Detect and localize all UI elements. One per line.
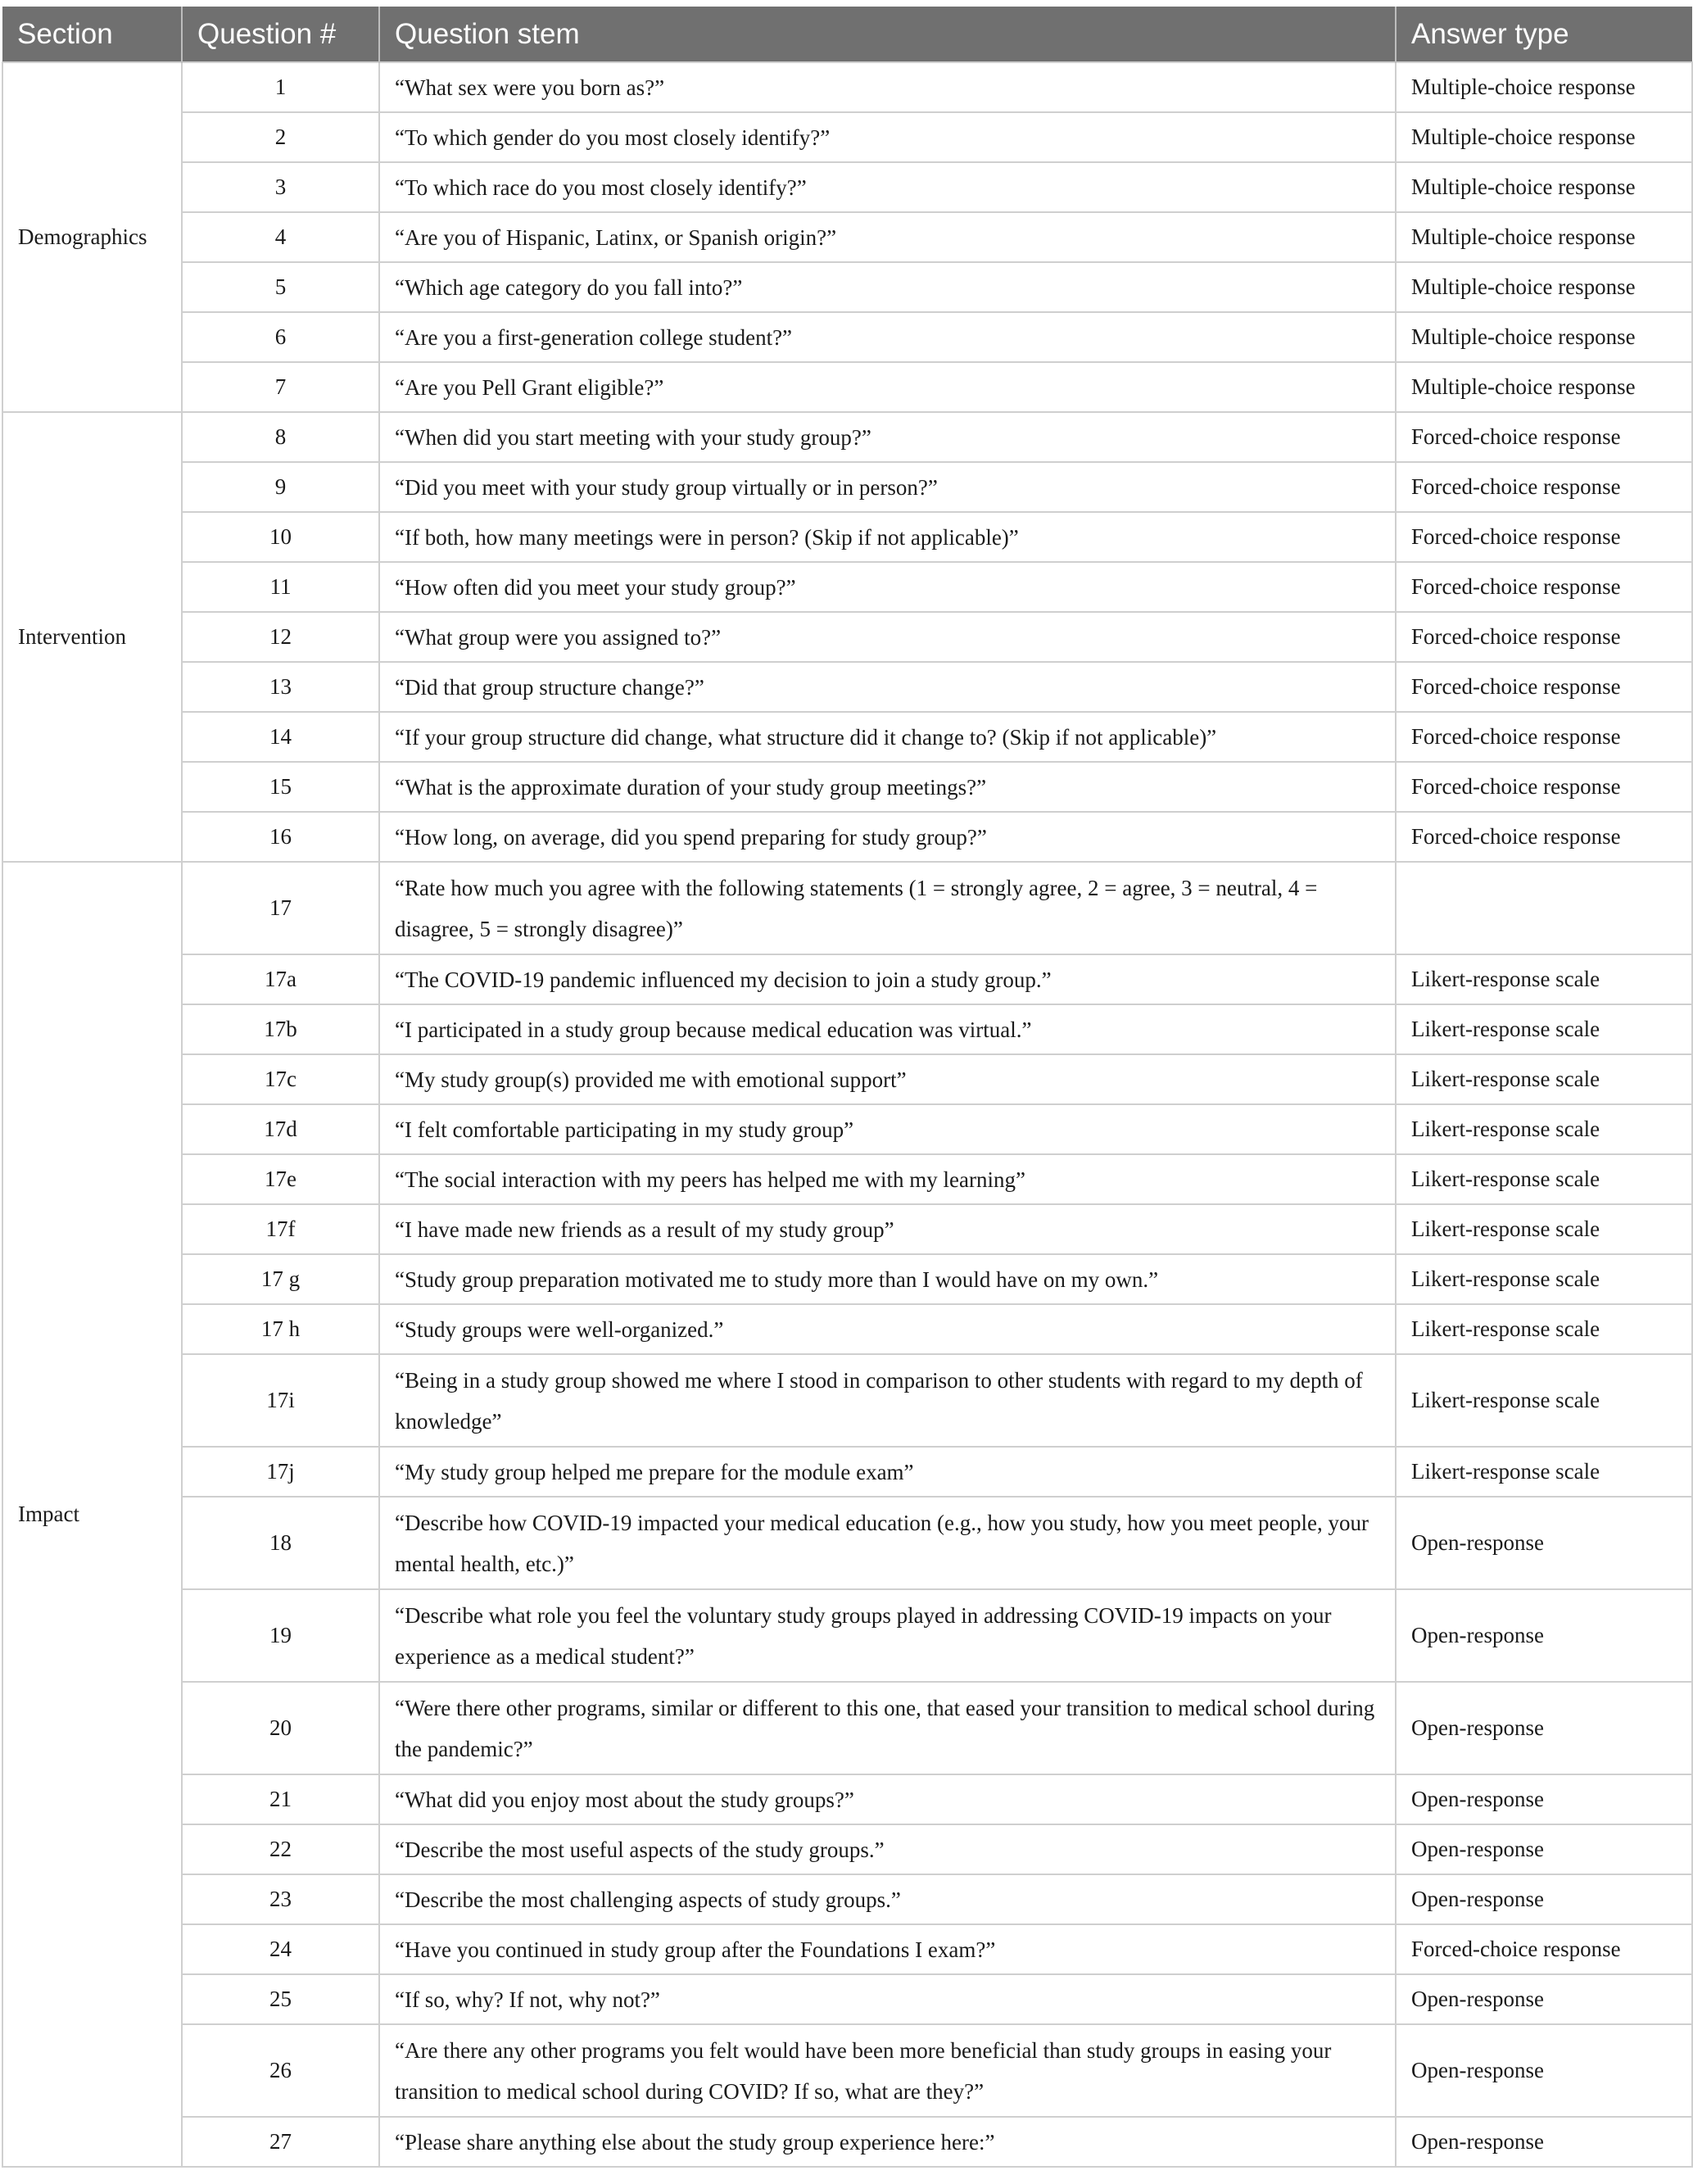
header-row <box>2 7 1692 62</box>
table-row <box>2 162 1692 212</box>
table-row <box>2 2024 1692 2117</box>
answer-type-cell: Open-response <box>1396 1589 1692 1682</box>
answer-type-cell: Forced-choice response <box>1396 512 1692 562</box>
answer-type-cell: Likert-response scale <box>1396 954 1692 1004</box>
table-row <box>2 954 1692 1004</box>
table-row <box>2 362 1692 412</box>
question-number-cell: 9 <box>182 462 379 512</box>
question-stem-cell: “Are you of Hispanic, Latinx, or Spanish origin?” <box>379 212 1396 262</box>
question-stem-cell: “What sex were you born as?” <box>379 62 1396 112</box>
question-stem-cell: “Are there any other programs you felt would have been more beneficial than study groups in easing your transition to medical school during COVID? If so, what are they?” <box>379 2024 1396 2117</box>
table-row <box>2 262 1692 312</box>
header-section: Section <box>2 7 182 62</box>
question-number-cell: 10 <box>182 512 379 562</box>
question-stem-cell: “If your group structure did change, what structure did it change to? (Skip if not applicable)” <box>379 712 1396 762</box>
table-row <box>2 1304 1692 1354</box>
table-row <box>2 1254 1692 1304</box>
table-row <box>2 1054 1692 1104</box>
answer-type-cell: Open-response <box>1396 1774 1692 1824</box>
question-number-cell: 17j <box>182 1447 379 1497</box>
question-stem-cell: “Study groups were well-organized.” <box>379 1304 1396 1354</box>
question-number-cell: 24 <box>182 1924 379 1974</box>
question-stem-cell: “I have made new friends as a result of my study group” <box>379 1204 1396 1254</box>
table-row <box>2 562 1692 612</box>
question-stem-cell: “I participated in a study group because medical education was virtual.” <box>379 1004 1396 1054</box>
question-number-cell: 8 <box>182 412 379 462</box>
question-stem-cell: “I felt comfortable participating in my study group” <box>379 1104 1396 1154</box>
question-stem-cell: “To which race do you most closely identify?” <box>379 162 1396 212</box>
question-stem-cell: “Please share anything else about the study group experience here:” <box>379 2117 1396 2167</box>
question-number-cell: 4 <box>182 212 379 262</box>
answer-type-cell: Open-response <box>1396 1874 1692 1924</box>
table-body <box>2 62 1692 2167</box>
question-stem-cell: “What did you enjoy most about the study groups?” <box>379 1774 1396 1824</box>
question-number-cell: 11 <box>182 562 379 612</box>
table-row <box>2 212 1692 262</box>
answer-type-cell: Forced-choice response <box>1396 812 1692 862</box>
header-answer-type: Answer type <box>1396 7 1692 62</box>
question-number-cell: 19 <box>182 1589 379 1682</box>
question-stem-cell: “Describe how COVID-19 impacted your medical education (e.g., how you study, how you meet people, your mental health, etc.)” <box>379 1497 1396 1589</box>
question-stem-cell: “Being in a study group showed me where I stood in comparison to other students with regard to my depth of knowledge” <box>379 1354 1396 1447</box>
answer-type-cell: Multiple-choice response <box>1396 112 1692 162</box>
answer-type-cell: Forced-choice response <box>1396 1924 1692 1974</box>
answer-type-cell: Likert-response scale <box>1396 1204 1692 1254</box>
table-row <box>2 1924 1692 1974</box>
question-stem-cell: “What group were you assigned to?” <box>379 612 1396 662</box>
question-stem-cell: “The social interaction with my peers has helped me with my learning” <box>379 1154 1396 1204</box>
answer-type-cell: Multiple-choice response <box>1396 62 1692 112</box>
question-number-cell: 17 <box>182 862 379 954</box>
question-number-cell: 12 <box>182 612 379 662</box>
question-stem-cell: “Which age category do you fall into?” <box>379 262 1396 312</box>
answer-type-cell: Likert-response scale <box>1396 1354 1692 1447</box>
question-number-cell: 17c <box>182 1054 379 1104</box>
question-number-cell: 21 <box>182 1774 379 1824</box>
answer-type-cell: Multiple-choice response <box>1396 212 1692 262</box>
table-row <box>2 662 1692 712</box>
question-number-cell: 17a <box>182 954 379 1004</box>
answer-type-cell: Likert-response scale <box>1396 1154 1692 1204</box>
question-number-cell: 2 <box>182 112 379 162</box>
question-stem-cell: “If so, why? If not, why not?” <box>379 1974 1396 2024</box>
question-stem-cell: “Study group preparation motivated me to study more than I would have on my own.” <box>379 1254 1396 1304</box>
header-question-stem: Question stem <box>379 7 1396 62</box>
answer-type-cell <box>1396 862 1692 954</box>
question-stem-cell: “When did you start meeting with your study group?” <box>379 412 1396 462</box>
answer-type-cell: Likert-response scale <box>1396 1254 1692 1304</box>
question-stem-cell: “Have you continued in study group after the Foundations I exam?” <box>379 1924 1396 1974</box>
answer-type-cell: Open-response <box>1396 1497 1692 1589</box>
section-cell: Impact <box>2 862 182 2167</box>
question-number-cell: 22 <box>182 1824 379 1874</box>
question-number-cell: 26 <box>182 2024 379 2117</box>
answer-type-cell: Open-response <box>1396 1974 1692 2024</box>
question-number-cell: 17e <box>182 1154 379 1204</box>
question-stem-cell: “Are you a first-generation college student?” <box>379 312 1396 362</box>
question-stem-cell: “What is the approximate duration of your study group meetings?” <box>379 762 1396 812</box>
answer-type-cell: Open-response <box>1396 2117 1692 2167</box>
header-question-number: Question # <box>182 7 379 62</box>
answer-type-cell: Open-response <box>1396 2024 1692 2117</box>
table-row <box>2 462 1692 512</box>
answer-type-cell: Multiple-choice response <box>1396 262 1692 312</box>
table-row <box>2 112 1692 162</box>
survey-question-table <box>2 7 1693 2168</box>
question-stem-cell: “Describe what role you feel the voluntary study groups played in addressing COVID-19 impacts on your experience as a medical student?” <box>379 1589 1396 1682</box>
table-row <box>2 612 1692 662</box>
table-row <box>2 1682 1692 1774</box>
table-row <box>2 312 1692 362</box>
answer-type-cell: Likert-response scale <box>1396 1054 1692 1104</box>
table-row <box>2 712 1692 762</box>
question-stem-cell: “My study group helped me prepare for the module exam” <box>379 1447 1396 1497</box>
question-number-cell: 17d <box>182 1104 379 1154</box>
question-stem-cell: “Rate how much you agree with the following statements (1 = strongly agree, 2 = agree, 3 = neutral, 4 = disagree, 5 = strongly disagree)” <box>379 862 1396 954</box>
question-stem-cell: “Describe the most challenging aspects of study groups.” <box>379 1874 1396 1924</box>
question-stem-cell: “Are you Pell Grant eligible?” <box>379 362 1396 412</box>
table-row <box>2 1354 1692 1447</box>
table-row <box>2 1589 1692 1682</box>
question-number-cell: 7 <box>182 362 379 412</box>
table-row <box>2 762 1692 812</box>
question-stem-cell: “How long, on average, did you spend preparing for study group?” <box>379 812 1396 862</box>
question-stem-cell: “If both, how many meetings were in person? (Skip if not applicable)” <box>379 512 1396 562</box>
table-row <box>2 1824 1692 1874</box>
answer-type-cell: Forced-choice response <box>1396 762 1692 812</box>
table-row <box>2 412 1692 462</box>
answer-type-cell: Likert-response scale <box>1396 1104 1692 1154</box>
answer-type-cell: Likert-response scale <box>1396 1304 1692 1354</box>
question-number-cell: 3 <box>182 162 379 212</box>
table-row <box>2 1497 1692 1589</box>
table-row <box>2 862 1692 954</box>
question-stem-cell: “How often did you meet your study group?” <box>379 562 1396 612</box>
question-number-cell: 13 <box>182 662 379 712</box>
question-number-cell: 18 <box>182 1497 379 1589</box>
answer-type-cell: Multiple-choice response <box>1396 362 1692 412</box>
table-row <box>2 1004 1692 1054</box>
question-number-cell: 14 <box>182 712 379 762</box>
table-row <box>2 2117 1692 2167</box>
table-row <box>2 1774 1692 1824</box>
answer-type-cell: Forced-choice response <box>1396 562 1692 612</box>
question-number-cell: 17f <box>182 1204 379 1254</box>
table-row <box>2 1974 1692 2024</box>
question-stem-cell: “My study group(s) provided me with emotional support” <box>379 1054 1396 1104</box>
answer-type-cell: Forced-choice response <box>1396 412 1692 462</box>
table-row <box>2 1154 1692 1204</box>
question-number-cell: 17 h <box>182 1304 379 1354</box>
answer-type-cell: Forced-choice response <box>1396 462 1692 512</box>
question-number-cell: 23 <box>182 1874 379 1924</box>
answer-type-cell: Forced-choice response <box>1396 662 1692 712</box>
question-number-cell: 1 <box>182 62 379 112</box>
answer-type-cell: Likert-response scale <box>1396 1004 1692 1054</box>
table-row <box>2 62 1692 112</box>
answer-type-cell: Forced-choice response <box>1396 712 1692 762</box>
question-stem-cell: “Did you meet with your study group virtually or in person?” <box>379 462 1396 512</box>
answer-type-cell: Open-response <box>1396 1682 1692 1774</box>
question-number-cell: 15 <box>182 762 379 812</box>
table-row <box>2 1204 1692 1254</box>
question-stem-cell: “Describe the most useful aspects of the study groups.” <box>379 1824 1396 1874</box>
section-cell: Intervention <box>2 412 182 862</box>
question-number-cell: 16 <box>182 812 379 862</box>
question-stem-cell: “To which gender do you most closely identify?” <box>379 112 1396 162</box>
question-number-cell: 25 <box>182 1974 379 2024</box>
answer-type-cell: Multiple-choice response <box>1396 312 1692 362</box>
question-number-cell: 17 g <box>182 1254 379 1304</box>
table-header <box>2 7 1692 62</box>
answer-type-cell: Likert-response scale <box>1396 1447 1692 1497</box>
question-stem-cell: “The COVID-19 pandemic influenced my decision to join a study group.” <box>379 954 1396 1004</box>
question-number-cell: 17b <box>182 1004 379 1054</box>
question-number-cell: 27 <box>182 2117 379 2167</box>
section-cell: Demographics <box>2 62 182 412</box>
table-row <box>2 1874 1692 1924</box>
question-number-cell: 20 <box>182 1682 379 1774</box>
table-row <box>2 512 1692 562</box>
question-number-cell: 5 <box>182 262 379 312</box>
question-number-cell: 17i <box>182 1354 379 1447</box>
answer-type-cell: Open-response <box>1396 1824 1692 1874</box>
question-number-cell: 6 <box>182 312 379 362</box>
table-row <box>2 812 1692 862</box>
table-row <box>2 1447 1692 1497</box>
table-row <box>2 1104 1692 1154</box>
answer-type-cell: Forced-choice response <box>1396 612 1692 662</box>
question-stem-cell: “Did that group structure change?” <box>379 662 1396 712</box>
answer-type-cell: Multiple-choice response <box>1396 162 1692 212</box>
question-stem-cell: “Were there other programs, similar or different to this one, that eased your transition to medical school during the pandemic?” <box>379 1682 1396 1774</box>
